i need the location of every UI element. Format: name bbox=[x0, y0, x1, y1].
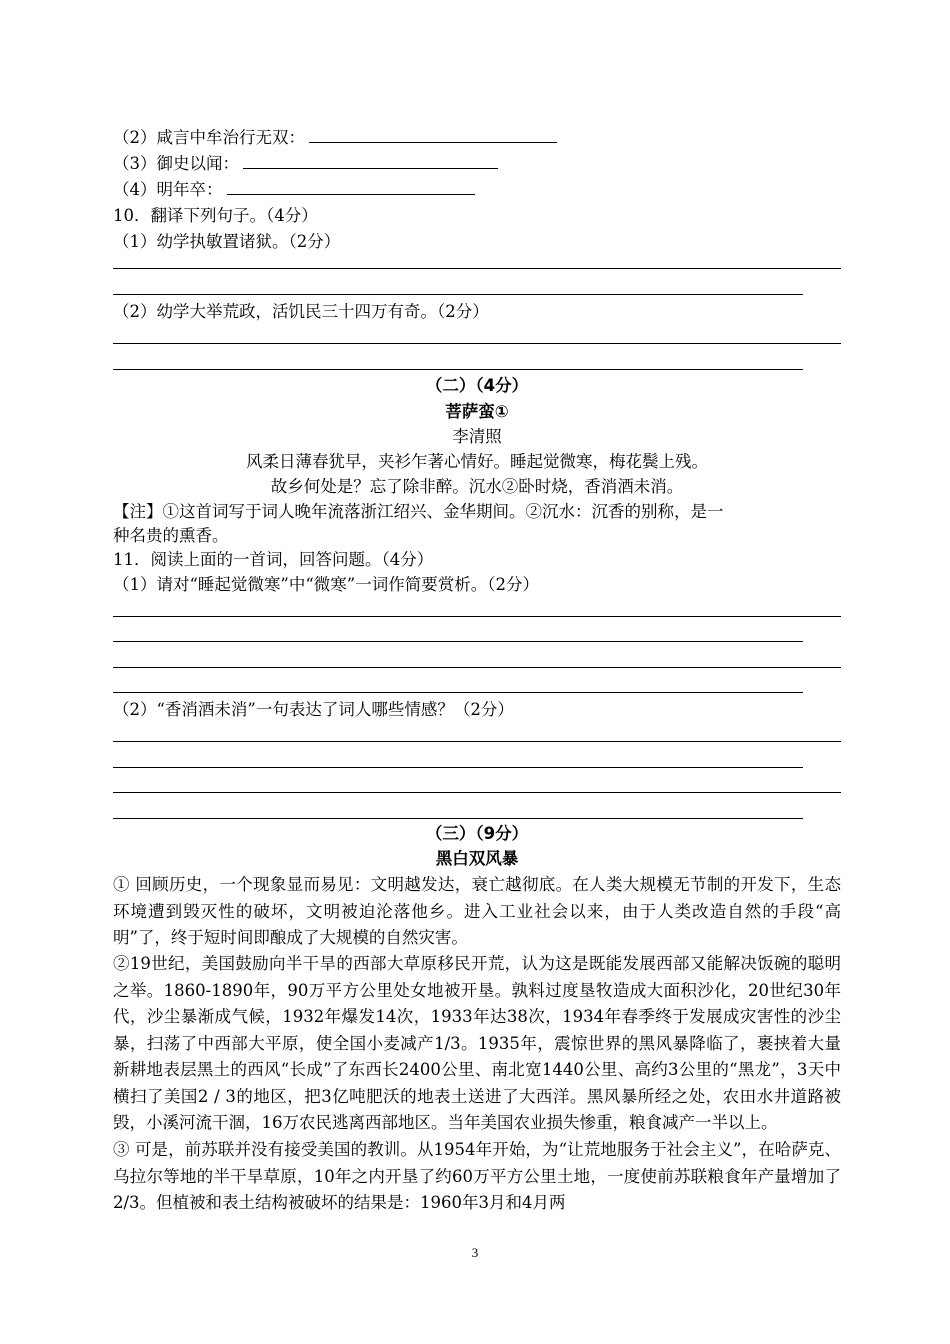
q9-item-2-label: （2）咸言中牟治行无双： bbox=[113, 128, 305, 147]
answer-blank[interactable] bbox=[243, 152, 498, 169]
q10-sub1: （1）幼学执敏置诸狱。（2分） bbox=[113, 232, 341, 251]
q9-item-3 bbox=[113, 151, 498, 177]
page-number: 3 bbox=[471, 1245, 479, 1260]
q10-sub2: （2）幼学大举荒政，活饥民三十四万有奇。（2分） bbox=[113, 302, 489, 321]
poem-line-1: 风柔日薄春犹早，夹衫乍著心情好。睡起觉微寒，梅花鬓上残。 bbox=[246, 452, 708, 471]
poem-author: 李清照 bbox=[452, 427, 502, 446]
answer-blank[interactable] bbox=[309, 126, 557, 143]
answer-line[interactable] bbox=[113, 767, 803, 768]
answer-line[interactable] bbox=[113, 369, 803, 370]
poem-line-2: 故乡何处是？忘了除非醉。沉水②卧时烧，香消酒未消。 bbox=[270, 477, 684, 496]
poem-note-line-2: 种名贵的熏香。 bbox=[113, 526, 229, 545]
answer-line[interactable] bbox=[113, 268, 841, 269]
q10-title: 10．翻译下列句子。（4分） bbox=[113, 206, 318, 225]
section3-heading: （三）（9分） bbox=[425, 824, 529, 843]
answer-line[interactable] bbox=[113, 741, 841, 742]
answer-blank[interactable] bbox=[227, 178, 475, 195]
answer-line[interactable] bbox=[113, 641, 803, 642]
q9-item-4 bbox=[113, 177, 475, 203]
section2-heading: （二）（4分） bbox=[425, 376, 529, 395]
article-paragraph-1: ① 回顾历史，一个现象显而易见：文明越发达，衰亡越彻底。在人类大规模无节制的开发下，生态环境遭到毁灭性的破坏，文明被迫沦落他乡。进入工业社会以来，由于人类改造自然的手段“高明”了，终于短时间即酿成了大规模的自然灾害。 bbox=[113, 875, 841, 947]
answer-line[interactable] bbox=[113, 343, 841, 344]
poem-title: 菩萨蛮① bbox=[445, 402, 509, 421]
article-title: 黑白双风暴 bbox=[435, 849, 519, 868]
poem-note-line-1: 【注】①这首词写于词人晚年流落浙江绍兴、金华期间。②沉水：沉香的别称，是一 bbox=[113, 502, 724, 521]
answer-line[interactable] bbox=[113, 792, 841, 793]
answer-line[interactable] bbox=[113, 616, 841, 617]
answer-line[interactable] bbox=[113, 818, 803, 819]
q9-item-2 bbox=[113, 125, 557, 151]
q9-item-3-label: （3）御史以闻： bbox=[113, 154, 239, 173]
answer-line[interactable] bbox=[113, 294, 803, 295]
answer-line[interactable] bbox=[113, 667, 841, 668]
q11-sub2: （2）“香消酒未消”一句表达了词人哪些情感？（2分） bbox=[113, 700, 514, 719]
article-paragraph-2: ②19世纪，美国鼓励向半干旱的西部大草原移民开荒，认为这是既能发展西部又能解决饭碗的聪明之举。1860-1890年，90万平方公里处女地被开垦。孰料过度垦牧造成大面积沙化，20世纪30年代，沙尘暴渐成气候，1932年爆发14次，1933年达38次，1934年春季终于发展成灾害性的沙尘暴，扫荡了中西部大平原，使全国小麦减产1/3。1935年，震惊世界的黑风暴降临了，裹挟着大量新耕地表层黑土的西风“长成”了东西长2400公里、南北宽1440公里、高约3公里的“黑龙”，3天中横扫了美国2 / 3的地区，把3亿吨肥沃的地表土送进了大西洋。黑风暴所经之处，农田水井道路被毁，小溪河流干涸，16万农民逃离西部地区。当年美国农业损失惨重，粮食减产一半以上。 bbox=[113, 954, 841, 1132]
q9-item-4-label: （4）明年卒： bbox=[113, 180, 223, 199]
article-paragraph-3: ③ 可是，前苏联并没有接受美国的教训。从1954年开始，为“让荒地服务于社会主义”，在哈萨克、乌拉尔等地的半干旱草原，10年之内开垦了约60万平方公里土地，一度使前苏联粮食年产量增加了2/3。但植被和表土结构被破坏的结果是：1960年3月和4月两 bbox=[113, 1140, 841, 1212]
q11-title: 11．阅读上面的一首词，回答问题。（4分） bbox=[113, 550, 434, 569]
answer-line[interactable] bbox=[113, 692, 803, 693]
q11-sub1: （1）请对“睡起觉微寒”中“微寒”一词作简要赏析。（2分） bbox=[113, 575, 539, 594]
